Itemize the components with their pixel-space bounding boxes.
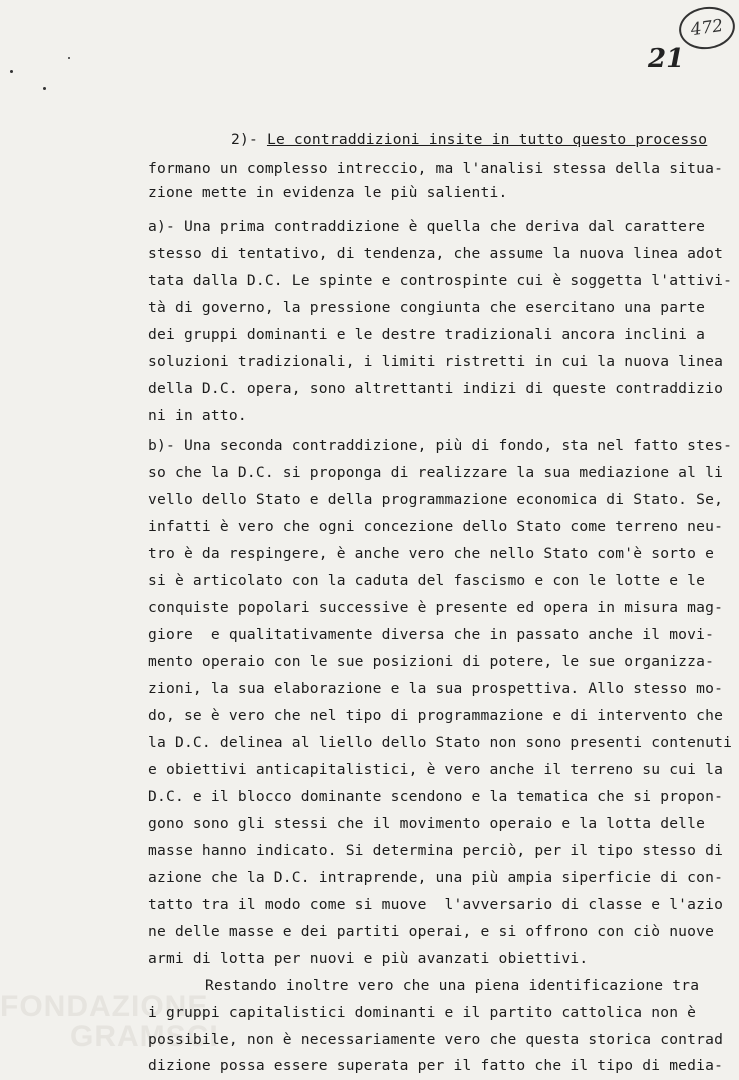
text-line: b)- Una seconda contraddizione, più di fondo, sta nel fatto stes-	[148, 437, 733, 454]
heading-title: Le contraddizioni insite in tutto questo processo	[266, 131, 708, 148]
text-line: armi di lotta per nuovi e più avanzati obiettivi.	[148, 950, 589, 967]
text-line: vello dello Stato e della programmazione economica di Stato. Se,	[148, 491, 724, 508]
text-line: i gruppi capitalistici dominanti e il partito cattolica non è	[148, 1004, 697, 1021]
ink-speck	[43, 87, 46, 90]
text-line: conquiste popolari successive è presente ed opera in misura mag-	[148, 599, 724, 616]
text-line: infatti è vero che ogni concezione dello Stato come terreno neu-	[148, 518, 724, 535]
text-line: tà di governo, la pressione congiunta che esercitano una parte	[148, 299, 706, 316]
text-line: azione che la D.C. intraprende, una più ampia siperficie di con-	[148, 869, 724, 886]
text-line: so che la D.C. si proponga di realizzare la sua mediazione al li	[148, 464, 724, 481]
text-line: do, se è vero che nel tipo di programmazione e di intervento che	[148, 707, 724, 724]
text-line: tatto tra il modo come si muove l'avversario di classe e l'azio	[148, 896, 724, 913]
text-line: dizione possa essere superata per il fatto che il tipo di media-	[148, 1057, 724, 1074]
text-line: ni in atto.	[148, 407, 247, 424]
text-line: zioni, la sua elaborazione e la sua prospettiva. Allo stesso mo-	[148, 680, 724, 697]
watermark-line-1: FONDAZIONE	[0, 990, 209, 1023]
section-heading	[231, 131, 707, 149]
text-line: Restando inoltre vero che una piena identificazione tra	[205, 977, 700, 994]
text-line: D.C. e il blocco dominante scendono e la tematica che si propon-	[148, 788, 724, 805]
text-line: la D.C. delinea al liello dello Stato non sono presenti contenuti	[148, 734, 733, 751]
archive-stamp-number: 472	[689, 15, 725, 41]
archive-stamp	[676, 3, 737, 52]
text-line: soluzioni tradizionali, i limiti ristretti in cui la nuova linea	[148, 353, 724, 370]
text-line: formano un complesso intreccio, ma l'analisi stessa della situa-	[148, 160, 724, 177]
ink-speck	[68, 57, 70, 59]
text-line: masse hanno indicato. Si determina perciò, per il tipo stesso di	[148, 842, 724, 859]
watermark-line-2: GRAMSCI	[70, 1020, 219, 1053]
text-line: della D.C. opera, sono altrettanti indizi di queste contraddizio	[148, 380, 724, 397]
heading-prefix: 2)-	[231, 131, 267, 148]
text-line: tro è da respingere, è anche vero che nello Stato com'è sorto e	[148, 545, 715, 562]
text-line: ne delle masse e dei partiti operai, e si offrono con ciò nuove	[148, 923, 715, 940]
text-line: mento operaio con le sue posizioni di potere, le sue organizza-	[148, 653, 715, 670]
text-line: possibile, non è necessariamente vero che questa storica contrad	[148, 1031, 724, 1048]
text-line: tata dalla D.C. Le spinte e controspinte cui è soggetta l'attivi-	[148, 272, 733, 289]
page-number: 21	[648, 44, 685, 74]
text-line: e obiettivi anticapitalistici, è vero anche il terreno su cui la	[148, 761, 724, 778]
text-line: dei gruppi dominanti e le destre tradizionali ancora inclini a	[148, 326, 706, 343]
text-line: gono sono gli stessi che il movimento operaio e la lotta delle	[148, 815, 706, 832]
text-line: si è articolato con la caduta del fascismo e con le lotte e le	[148, 572, 706, 589]
ink-speck	[10, 70, 13, 73]
text-line: a)- Una prima contraddizione è quella che deriva dal carattere	[148, 218, 706, 235]
text-line: zione mette in evidenza le più salienti.	[148, 184, 508, 201]
text-line: stesso di tentativo, di tendenza, che assume la nuova linea adot	[148, 245, 724, 262]
text-line: giore e qualitativamente diversa che in passato anche il movi-	[148, 626, 715, 643]
